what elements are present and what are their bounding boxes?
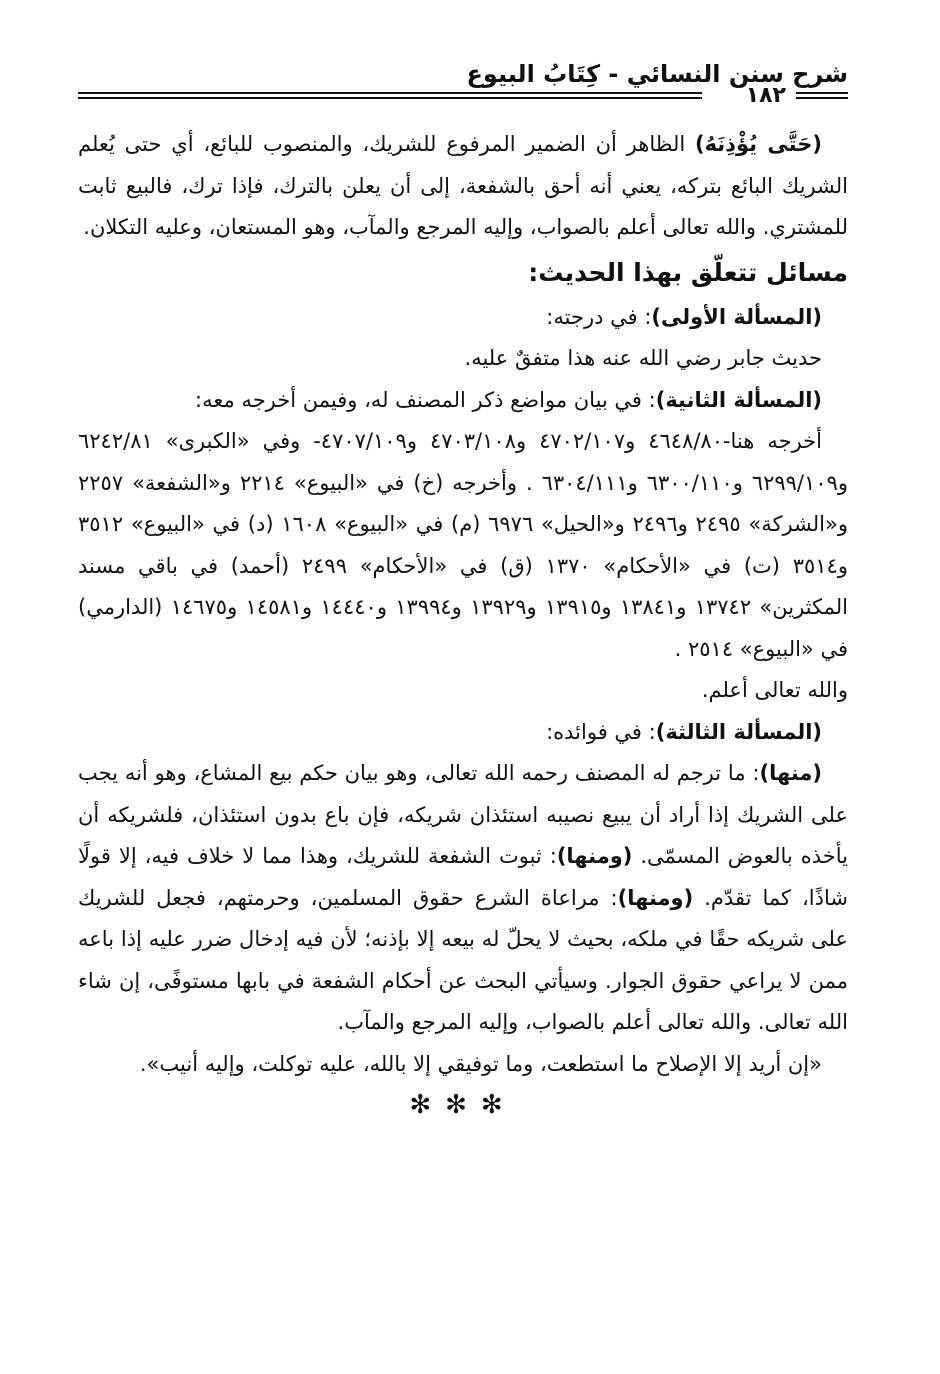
- issue-3-label: (المسألة الثالثة): [655, 719, 822, 744]
- page-body: [78, 124, 848, 1127]
- issue-2-label: (المسألة الثانية): [655, 387, 822, 412]
- issue-3-title: : في فوائده:: [546, 719, 656, 744]
- header-rule-left: [78, 92, 702, 99]
- document-page: [78, 0, 848, 1374]
- benefit-2-label: (ومنها): [556, 844, 633, 868]
- header-rule: [78, 83, 848, 108]
- section-heading: مسائل تتعلّق بهذا الحديث:: [528, 257, 848, 287]
- issue-2-title: : في بيان مواضع ذكر المصنف له، وفيمن أخرجه معه:: [195, 387, 656, 412]
- issue-2-detail: أخرجه هنا-٤٦٤٨/٨٠ و٤٧٠٢/١٠٧ و٤٧٠٣/١٠٨ و٤٧٠٧/١٠٩- وفي «الكبرى» ٦٢٤٢/٨١ و٦٢٩٩/١٠٩ و٦٣٠٠/١١٠ و٦٣٠٤/١١١ . وأخرجه (خ) في «البيوع» ٢٢١٤ و«الشفعة» ٢٢٥٧ و«الشركة» ٢٤٩٥ و٢٤٩٦ و«الحيل» ٦٩٧٦ (م) في «البيوع» ١٦٠٨ (د) في «البيوع» ٣٥١٢ و٣٥١٤ (ت) في «الأحكام» ١٣٧٠ (ق) في «الأحكام» ٢٤٩٩ (أحمد) في باقي مسند المكثرين» ١٣٧٤٢ و١٣٨٤١ و١٣٩١٥ و١٣٩٢٩ و١٣٩٩٤ و١٤٤٤٠ و١٤٥٨١ و١٤٦٧٥ (الدارمي) في «البيوع» ٢٥١٤ .: [78, 429, 848, 661]
- benefit-3-label: (ومنها): [617, 885, 694, 910]
- issue-1: [78, 297, 848, 339]
- paragraph-commentary: [78, 124, 848, 249]
- benefit-2-text: : ثبوت الشفعة للشريك، وهذا مما لا خلاف فيه، إلا قولًا شاذًا، كما تقدّم.: [78, 844, 848, 910]
- benefit-3-text: : مراعاة الشرع حقوق المسلمين، وحرمتهم، فجعل للشريك على شريكه حقًا في ملكه، بحيث لا يحلّ له بيعه إلا بإذنه؛ لأن فيه إدخال ضرر عليه إذا باعه ممن لا يراعي حقوق الجوار. وسيأتي البحث عن أحكام الشفعة في بابها مستوفًى، إن شاء الله تعالى. والله تعالى أعلم بالصواب، وإليه المرجع والمآب.: [78, 885, 848, 1034]
- end-mark: ✻✻✻: [409, 1090, 517, 1120]
- running-title: شرح سنن النسائي - كِتَابُ البيوع: [466, 60, 848, 88]
- benefit-1-label: (منها): [759, 761, 822, 785]
- benefit-1-text: : ما ترجم له المصنف رحمه الله تعالى، وهو بيان حكم بيع المشاع، وهو أنه يجب على الشريك إذا أراد أن يبيع نصيبه استئذان شريكه، فإن باع بدون استئذان، فلشريكه أن يأخذه بالعوض المسمّى.: [78, 761, 849, 868]
- issue-1-title: : في درجته:: [546, 304, 652, 329]
- page-number: ١٨٢: [745, 83, 786, 108]
- issue-3: [78, 712, 848, 754]
- issue-2: [78, 380, 848, 422]
- commentary-text: الظاهر أن الضمير المرفوع للشريك، والمنصوب للبائع، أي حتى يُعلم الشريك البائع بتركه، يعني أنه أحق بالشفعة، إلى أن يعلن بالترك، فإذا ترك، فالبيع ثابت للمشتري. والله تعالى أعلم بالصواب، وإليه المرجع والمآب، وهو المستعان، وعليه التكلان.: [78, 132, 848, 239]
- issue-1-label: (المسألة الأولى): [651, 304, 822, 329]
- issue-1-detail: حديث جابر رضي الله عنه هذا متفقٌ عليه.: [464, 346, 822, 370]
- issue-2-closing: والله تعالى أعلم.: [701, 678, 848, 702]
- hadith-phrase: (حَتَّى يُؤْذِنَهُ): [694, 132, 822, 156]
- benefits-paragraph: [78, 753, 848, 1044]
- header-rule-right: [796, 92, 848, 99]
- closing-quote: «إن أريد إلا الإصلاح ما استطعت، وما توفيقي إلا بالله، عليه توكلت، وإليه أنيب».: [139, 1051, 822, 1076]
